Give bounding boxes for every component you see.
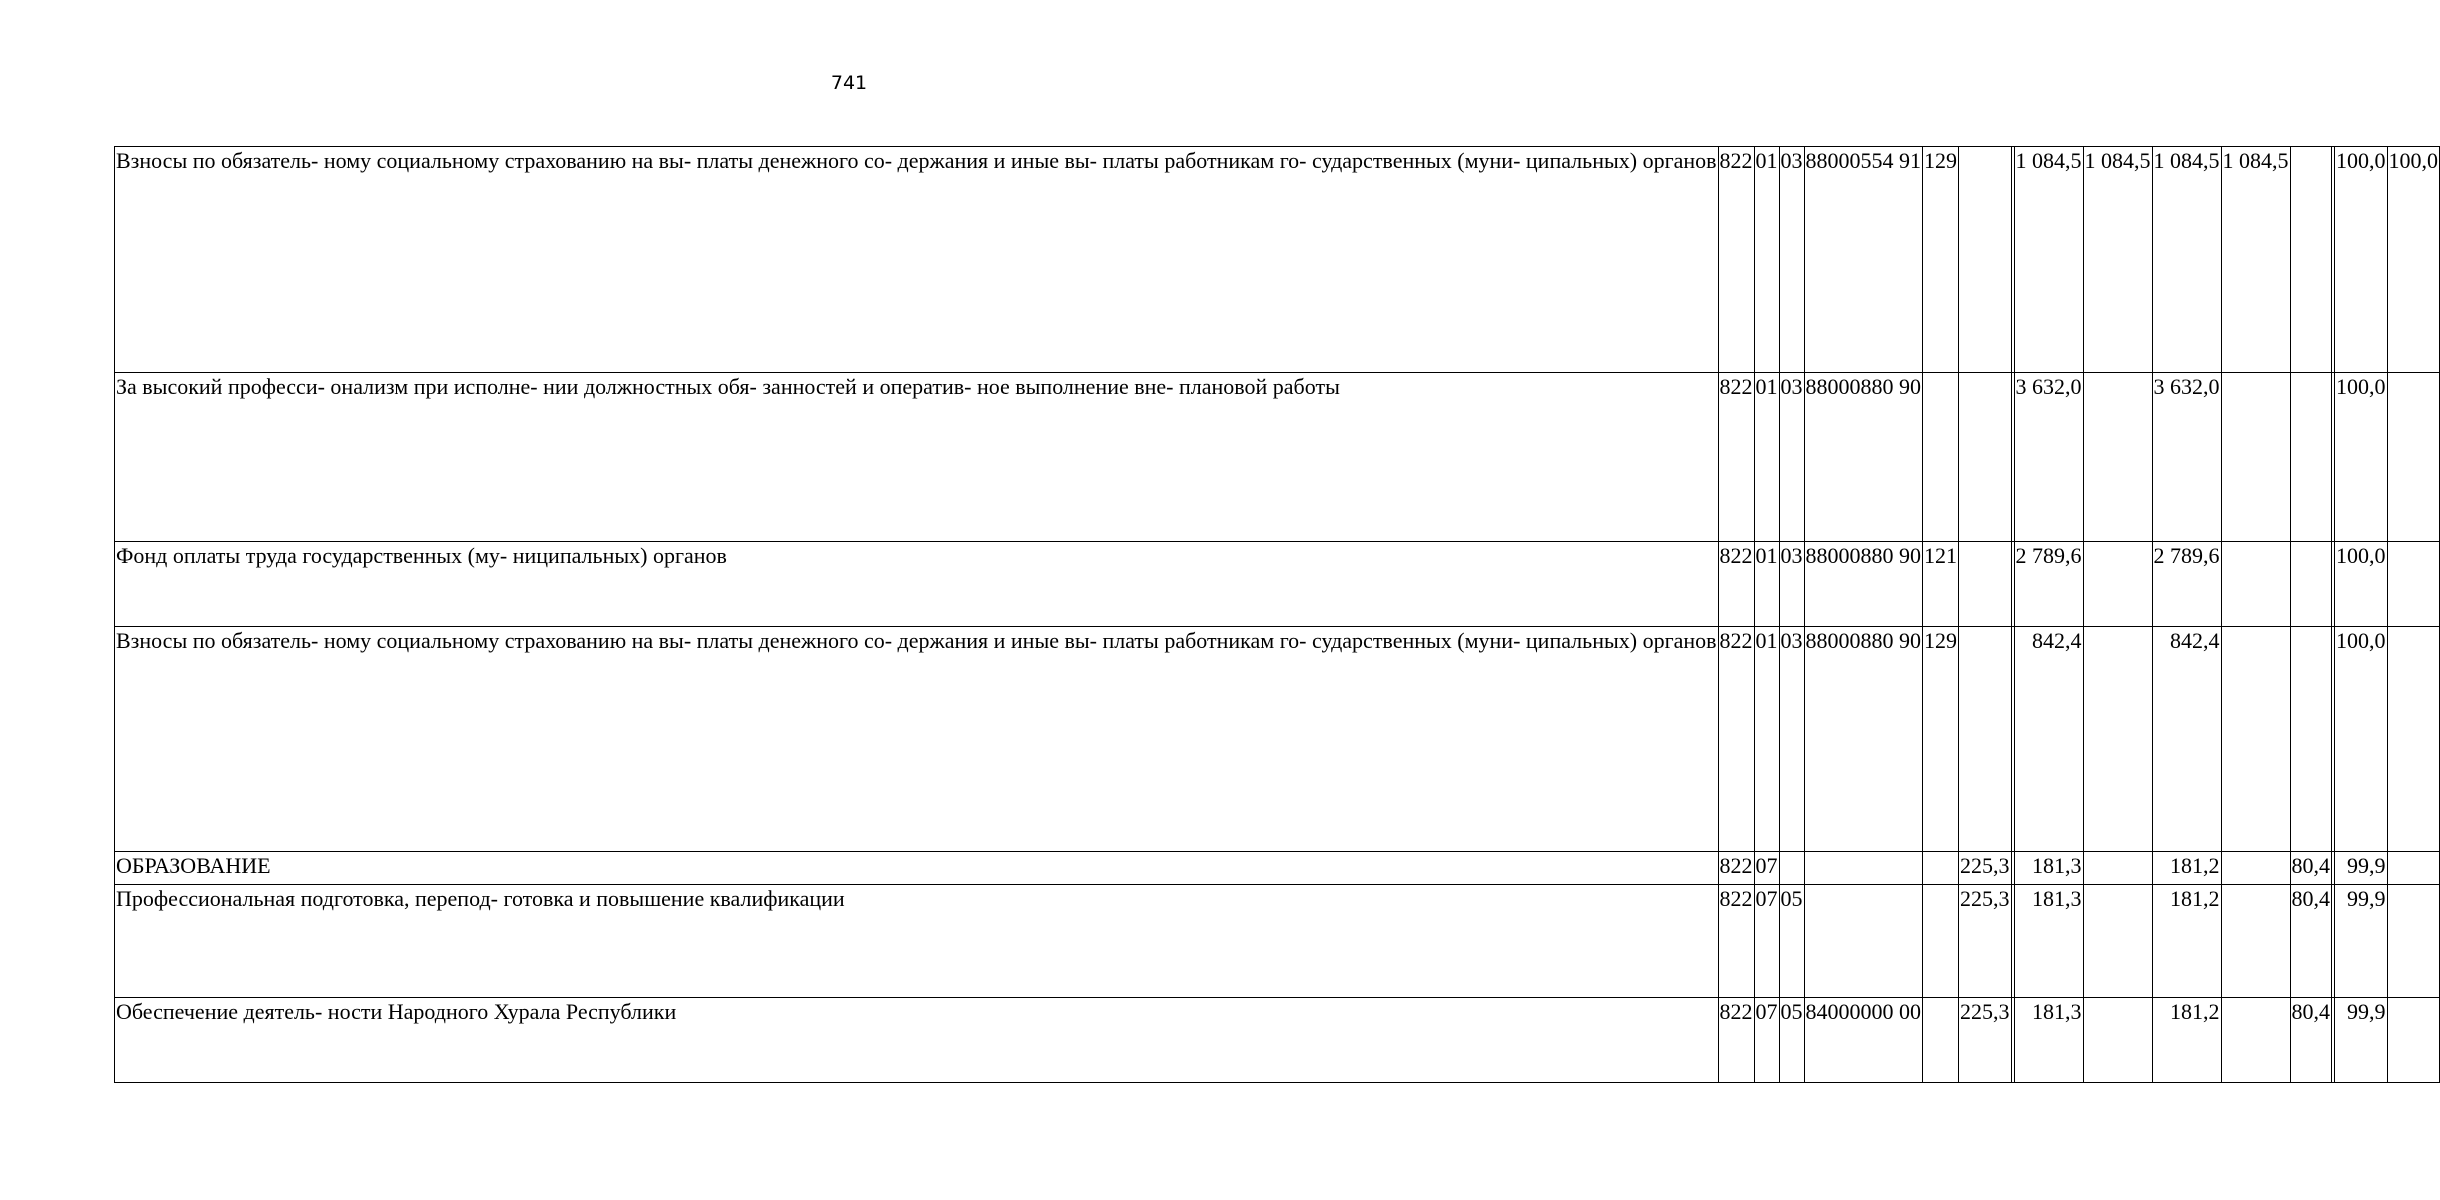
table-row bbox=[115, 542, 2440, 627]
value-cell-1: 225,3 bbox=[1959, 885, 2012, 998]
value-cell-5: 181,2 bbox=[2152, 998, 2221, 1083]
expense-type-code bbox=[1923, 885, 1959, 998]
value-cell-7: 80,4 bbox=[2290, 852, 2332, 885]
value-cell-1 bbox=[1959, 542, 2012, 627]
subsection-code bbox=[1779, 852, 1804, 885]
value-cell-10 bbox=[2387, 885, 2440, 998]
section-code: 01 bbox=[1754, 373, 1779, 542]
value-cell-3: 181,3 bbox=[2014, 885, 2083, 998]
value-cell-1 bbox=[1959, 627, 2012, 852]
subsection-code: 03 bbox=[1779, 373, 1804, 542]
target-code bbox=[1804, 852, 1923, 885]
value-cell-4 bbox=[2083, 373, 2152, 542]
value-cell-4 bbox=[2083, 885, 2152, 998]
value-cell-5: 2 789,6 bbox=[2152, 542, 2221, 627]
value-cell-9: 99,9 bbox=[2335, 998, 2388, 1083]
page-number: 741 bbox=[830, 72, 868, 94]
target-code: 88000880 90 bbox=[1804, 542, 1923, 627]
table-body bbox=[115, 147, 2440, 1083]
ministry-code: 822 bbox=[1718, 147, 1754, 373]
ministry-code: 822 bbox=[1718, 998, 1754, 1083]
value-cell-3: 181,3 bbox=[2014, 852, 2083, 885]
row-name: Фонд оплаты труда государственных (му- ниципальных) органов bbox=[115, 542, 1719, 627]
target-code: 84000000 00 bbox=[1804, 998, 1923, 1083]
value-cell-10 bbox=[2387, 852, 2440, 885]
table-row bbox=[115, 373, 2440, 542]
value-cell-7 bbox=[2290, 373, 2332, 542]
value-cell-5: 1 084,5 bbox=[2152, 147, 2221, 373]
expense-type-code: 121 bbox=[1923, 542, 1959, 627]
value-cell-6 bbox=[2221, 885, 2290, 998]
value-cell-9: 100,0 bbox=[2335, 147, 2388, 373]
target-code bbox=[1804, 885, 1923, 998]
value-cell-10 bbox=[2387, 542, 2440, 627]
value-cell-9: 100,0 bbox=[2335, 373, 2388, 542]
table-row bbox=[115, 852, 2440, 885]
value-cell-5: 181,2 bbox=[2152, 852, 2221, 885]
value-cell-5: 842,4 bbox=[2152, 627, 2221, 852]
value-cell-10: 100,0 bbox=[2387, 147, 2440, 373]
target-code: 88000554 91 bbox=[1804, 147, 1923, 373]
table-row bbox=[115, 627, 2440, 852]
expense-type-code bbox=[1923, 373, 1959, 542]
value-cell-4 bbox=[2083, 542, 2152, 627]
ministry-code: 822 bbox=[1718, 852, 1754, 885]
target-code: 88000880 90 bbox=[1804, 373, 1923, 542]
value-cell-3: 1 084,5 bbox=[2014, 147, 2083, 373]
subsection-code: 03 bbox=[1779, 542, 1804, 627]
expense-type-code: 129 bbox=[1923, 147, 1959, 373]
subsection-code: 05 bbox=[1779, 998, 1804, 1083]
value-cell-4 bbox=[2083, 627, 2152, 852]
value-cell-6 bbox=[2221, 627, 2290, 852]
row-name: Обеспечение деятель- ности Народного Хурала Республики bbox=[115, 998, 1719, 1083]
value-cell-5: 181,2 bbox=[2152, 885, 2221, 998]
table-row bbox=[115, 147, 2440, 373]
value-cell-3: 3 632,0 bbox=[2014, 373, 2083, 542]
value-cell-6 bbox=[2221, 542, 2290, 627]
ministry-code: 822 bbox=[1718, 627, 1754, 852]
section-code: 07 bbox=[1754, 998, 1779, 1083]
value-cell-10 bbox=[2387, 373, 2440, 542]
value-cell-1: 225,3 bbox=[1959, 998, 2012, 1083]
value-cell-7: 80,4 bbox=[2290, 885, 2332, 998]
value-cell-6: 1 084,5 bbox=[2221, 147, 2290, 373]
row-name: ОБРАЗОВАНИЕ bbox=[115, 852, 1719, 885]
value-cell-9: 99,9 bbox=[2335, 852, 2388, 885]
section-code: 01 bbox=[1754, 147, 1779, 373]
value-cell-7 bbox=[2290, 147, 2332, 373]
value-cell-1 bbox=[1959, 373, 2012, 542]
section-code: 01 bbox=[1754, 627, 1779, 852]
value-cell-7 bbox=[2290, 627, 2332, 852]
value-cell-3: 181,3 bbox=[2014, 998, 2083, 1083]
value-cell-1 bbox=[1959, 147, 2012, 373]
row-name: За высокий професси- онализм при исполне- нии должностных обя- занностей и оператив- ное выполнение вне- плановой работы bbox=[115, 373, 1719, 542]
value-cell-6 bbox=[2221, 998, 2290, 1083]
budget-table bbox=[114, 146, 2440, 1083]
value-cell-4 bbox=[2083, 852, 2152, 885]
value-cell-4 bbox=[2083, 998, 2152, 1083]
value-cell-9: 100,0 bbox=[2335, 627, 2388, 852]
row-name: Взносы по обязатель- ному социальному страхованию на вы- платы денежного со- держания и иные вы- платы работникам го- сударственных (муни- ципальных) органов bbox=[115, 627, 1719, 852]
expense-type-code bbox=[1923, 852, 1959, 885]
row-name: Профессиональная подготовка, перепод- готовка и повышение квалификации bbox=[115, 885, 1719, 998]
ministry-code: 822 bbox=[1718, 542, 1754, 627]
value-cell-4: 1 084,5 bbox=[2083, 147, 2152, 373]
table-row bbox=[115, 885, 2440, 998]
value-cell-9: 100,0 bbox=[2335, 542, 2388, 627]
value-cell-3: 842,4 bbox=[2014, 627, 2083, 852]
value-cell-10 bbox=[2387, 627, 2440, 852]
subsection-code: 03 bbox=[1779, 147, 1804, 373]
value-cell-3: 2 789,6 bbox=[2014, 542, 2083, 627]
expense-type-code bbox=[1923, 998, 1959, 1083]
expense-type-code: 129 bbox=[1923, 627, 1959, 852]
table-row bbox=[115, 998, 2440, 1083]
subsection-code: 03 bbox=[1779, 627, 1804, 852]
value-cell-6 bbox=[2221, 373, 2290, 542]
ministry-code: 822 bbox=[1718, 885, 1754, 998]
value-cell-5: 3 632,0 bbox=[2152, 373, 2221, 542]
ministry-code: 822 bbox=[1718, 373, 1754, 542]
value-cell-7: 80,4 bbox=[2290, 998, 2332, 1083]
value-cell-7 bbox=[2290, 542, 2332, 627]
section-code: 01 bbox=[1754, 542, 1779, 627]
value-cell-1: 225,3 bbox=[1959, 852, 2012, 885]
value-cell-9: 99,9 bbox=[2335, 885, 2388, 998]
target-code: 88000880 90 bbox=[1804, 627, 1923, 852]
section-code: 07 bbox=[1754, 885, 1779, 998]
row-name: Взносы по обязатель- ному социальному страхованию на вы- платы денежного со- держания и иные вы- платы работникам го- сударственных (муни- ципальных) органов bbox=[115, 147, 1719, 373]
value-cell-6 bbox=[2221, 852, 2290, 885]
section-code: 07 bbox=[1754, 852, 1779, 885]
subsection-code: 05 bbox=[1779, 885, 1804, 998]
value-cell-10 bbox=[2387, 998, 2440, 1083]
